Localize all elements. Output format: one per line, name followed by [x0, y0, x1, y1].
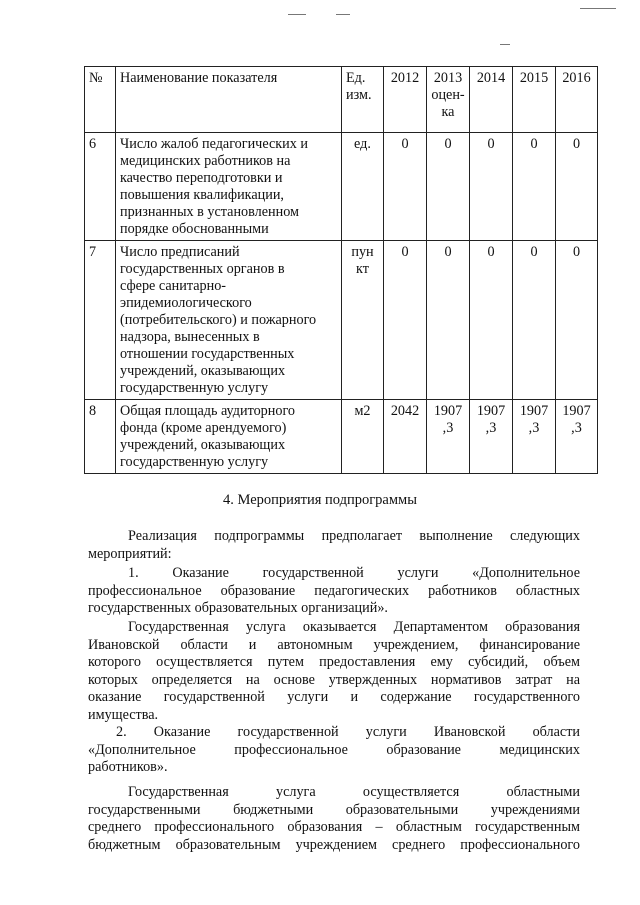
- row-name: [116, 400, 342, 474]
- header-unit-line: Ед.: [346, 70, 366, 86]
- row-name-line: учреждений, оказывающих: [120, 363, 286, 379]
- row-name-line: Число жалоб педагогических и: [120, 136, 308, 152]
- header-2013-line: ка: [441, 104, 455, 120]
- paragraph-line: среднего профессионального образования – областным государственным: [88, 819, 580, 836]
- row-value-2014: [470, 400, 513, 474]
- row-unit-line: м2: [354, 403, 371, 419]
- paragraph-item-1: [88, 565, 580, 618]
- row-name-line: Общая площадь аудиторного: [120, 403, 296, 419]
- paragraph-service-2: [88, 784, 580, 854]
- paragraph-line: имущества.: [88, 706, 159, 723]
- row-value-2014: [470, 133, 513, 241]
- row-value-2015: [513, 400, 556, 474]
- value-line: 0: [572, 136, 581, 152]
- value-line: 0: [444, 136, 452, 152]
- row-name-line: государственных органов в: [120, 261, 285, 277]
- value-line: 1907: [519, 403, 549, 419]
- scan-speck: [336, 14, 350, 15]
- row-value-2016: [556, 241, 598, 400]
- value-line: 0: [572, 244, 581, 260]
- paragraph-line: Ивановской области и автономным учреждением, финансирование: [88, 636, 580, 653]
- row-name-line: надзора, вынесенных в: [120, 329, 260, 345]
- paragraph-line: мероприятий:: [88, 545, 172, 562]
- paragraph-item-2: [88, 724, 580, 777]
- paragraph-line: 2. Оказание государственной услуги Ивановской области: [116, 724, 580, 740]
- row-value-2013: [427, 133, 470, 241]
- header-2013-line: 2013: [433, 70, 463, 86]
- row-value-2014: [470, 241, 513, 400]
- table-header-row: [85, 67, 598, 133]
- row-unit-line: пун: [351, 244, 374, 260]
- paragraph-line: которого осуществляется путем предоставления ему субсидий, объем: [88, 654, 580, 671]
- row-value-2015: [513, 133, 556, 241]
- paragraph-line: 1. Оказание государственной услуги «Дополнительное: [128, 565, 580, 581]
- row-value-2012: 0: [384, 133, 427, 241]
- row-num: 6: [85, 133, 116, 241]
- paragraph-line: «Дополнительное профессиональное образование медицинских: [88, 741, 580, 758]
- paragraph-line: бюджетным образовательным учреждением среднего профессионального: [88, 836, 580, 853]
- scan-speck: [580, 8, 616, 9]
- row-name-line: Число предписаний: [120, 244, 240, 260]
- value-line: ,3: [528, 420, 540, 436]
- header-2013-line: оцен-: [431, 87, 465, 103]
- value-line: ,3: [442, 420, 454, 436]
- row-name-line: признанных в установленном: [120, 204, 299, 220]
- paragraph-service-1: [88, 619, 580, 725]
- table-row: [85, 241, 598, 400]
- paragraph-line: Реализация подпрограммы предполагает выполнение следующих: [128, 528, 580, 544]
- value-line: 0: [487, 244, 495, 260]
- scan-speck: [288, 14, 306, 15]
- header-2014: 2014: [470, 67, 513, 133]
- paragraph-intro: [88, 528, 580, 563]
- row-value-2016: [556, 400, 598, 474]
- row-name-line: качество переподготовки и: [120, 170, 283, 186]
- row-value-2012: 2042: [384, 400, 427, 474]
- paragraph-line: профессиональное образование педагогических работников областных: [88, 582, 580, 599]
- row-name-line: (потребительского) и пожарного: [120, 312, 317, 328]
- header-2015: 2015: [513, 67, 556, 133]
- row-unit-line: кт: [356, 261, 369, 277]
- indicators-table: [84, 66, 598, 474]
- row-name-line: эпидемиологического: [120, 295, 252, 311]
- paragraph-line: Государственная услуга оказывается Департаментом образования: [128, 619, 580, 635]
- row-value-2016: [556, 133, 598, 241]
- row-num: 7: [85, 241, 116, 400]
- paragraph-line: государственными бюджетными образовательными учреждениями: [88, 801, 580, 818]
- header-2012: 2012: [384, 67, 427, 133]
- table-row: [85, 133, 598, 241]
- value-line: 1907: [433, 403, 463, 419]
- row-num: 8: [85, 400, 116, 474]
- value-line: 0: [487, 136, 495, 152]
- header-unit-line: изм.: [346, 87, 372, 103]
- section-title: 4. Мероприятия подпрограммы: [223, 492, 417, 508]
- row-name-line: отношении государственных: [120, 346, 295, 362]
- scan-speck: [500, 44, 510, 45]
- row-name-line: медицинских работников на: [120, 153, 291, 169]
- value-line: ,3: [485, 420, 497, 436]
- table-row: [85, 400, 598, 474]
- value-line: ,3: [571, 420, 582, 436]
- row-unit-line: ед.: [354, 136, 371, 152]
- paragraph-line: работников».: [88, 759, 168, 776]
- row-name-line: учреждений, оказывающих: [120, 437, 286, 453]
- paragraph-line: которых определяется на основе утвержденных нормативов затрат на: [88, 671, 580, 688]
- row-unit: [342, 133, 384, 241]
- value-line: 0: [530, 244, 538, 260]
- paragraph-line: Государственная услуга осуществляется областными: [128, 784, 580, 800]
- value-line: 0: [444, 244, 452, 260]
- row-value-2012: 0: [384, 241, 427, 400]
- row-name: [116, 133, 342, 241]
- row-value-2015: [513, 241, 556, 400]
- row-value-2013: [427, 400, 470, 474]
- header-2016: 2016: [556, 67, 598, 133]
- value-line: 1907: [476, 403, 506, 419]
- row-unit: [342, 400, 384, 474]
- row-name: [116, 241, 342, 400]
- header-name: Наименование показателя: [116, 67, 342, 133]
- row-name-line: повышения квалификации,: [120, 187, 284, 203]
- value-line: 1907: [562, 403, 591, 419]
- header-num: №: [85, 67, 116, 133]
- header-unit: [342, 67, 384, 133]
- paragraph-line: государственных образовательных организаций».: [88, 600, 388, 617]
- row-name-line: государственную услугу: [120, 454, 269, 470]
- row-value-2013: [427, 241, 470, 400]
- row-name-line: государственную услугу: [120, 380, 269, 396]
- row-unit: [342, 241, 384, 400]
- row-name-line: порядке обоснованными: [120, 221, 269, 237]
- paragraph-line: оказание государственной услуги и содержание государственного: [88, 689, 580, 706]
- value-line: 0: [530, 136, 538, 152]
- row-name-line: фонда (кроме арендуемого): [120, 420, 287, 436]
- header-2013: [427, 67, 470, 133]
- row-name-line: сфере санитарно-: [120, 278, 227, 294]
